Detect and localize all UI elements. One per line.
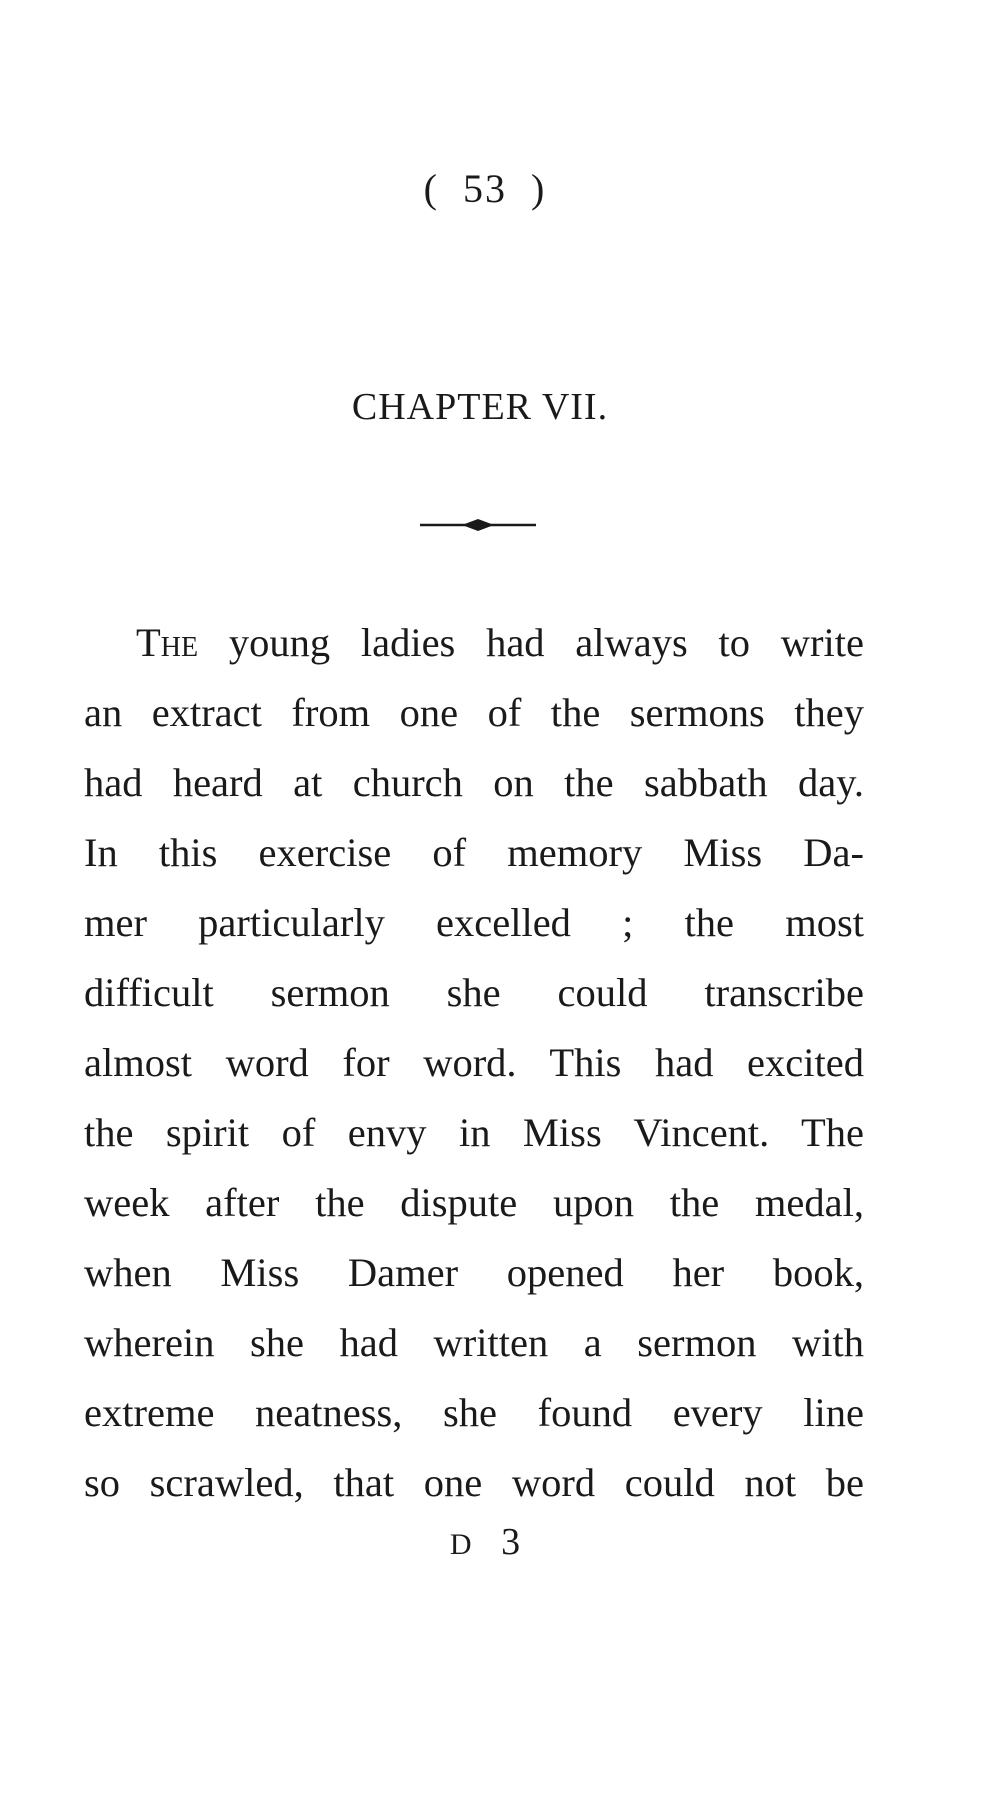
rule-with-diamond-ornament-icon [418, 515, 538, 535]
signature-mark [430, 1520, 550, 1564]
body-paragraph [84, 608, 864, 1518]
text-line-3: had heard at church on the sabbath day. [84, 760, 864, 805]
text-line-12: extreme neatness, she found every line [84, 1390, 864, 1435]
text-line-4: In this exercise of memory Miss Da- [84, 830, 864, 875]
text-line-8: the spirit of envy in Miss Vincent. The [84, 1110, 864, 1155]
text-line-5: mer particularly excelled ; the most [84, 900, 864, 945]
signature-number: 3 [501, 1521, 531, 1563]
smallcaps-word: he [160, 620, 199, 665]
text-line-2: an extract from one of the sermons they [84, 690, 864, 735]
chapter-title: CHAPTER VII. [351, 386, 609, 428]
text-line-1 [84, 608, 864, 678]
signature-letter: D [449, 1528, 482, 1561]
text-line-1-rest: young ladies had always to write [198, 620, 864, 665]
text-line-13: so scrawled, that one word could not be [84, 1460, 864, 1505]
text-line-9: week after the dispute upon the medal, [84, 1180, 864, 1225]
text-line-6: difficult sermon she could transcribe [84, 970, 864, 1015]
drop-initial: T [136, 620, 161, 665]
page-number: ( 53 ) [423, 166, 547, 211]
text-line-7: almost word for word. This had excited [84, 1040, 864, 1085]
text-line-11: wherein she had written a sermon with [84, 1320, 864, 1365]
text-line-10: when Miss Damer opened her book, [84, 1250, 864, 1295]
